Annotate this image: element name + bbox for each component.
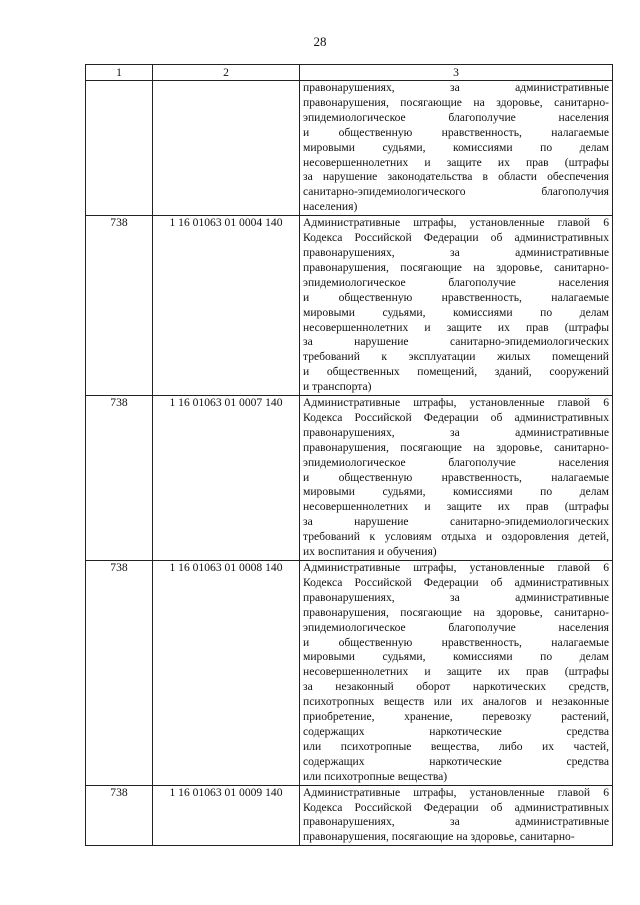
- description-line: несовершеннолетних и защите их прав (штрафы: [303, 665, 609, 679]
- description-line: Административные штрафы, установленные главой 6: [303, 396, 609, 410]
- description-line: несовершеннолетних и защите их прав (штрафы: [303, 320, 609, 334]
- description-line: правонарушениях, за административные: [303, 815, 609, 829]
- description-line: эпидемиологическое благополучие населения: [303, 275, 609, 289]
- description-line: и общественную нравственность, налагаемые: [303, 290, 609, 304]
- description-line: Кодекса Российской Федерации об административных: [303, 231, 609, 245]
- description-line: правонарушения, посягающие на здоровье, санитарно-: [303, 605, 609, 619]
- budget-codes-table: [85, 64, 613, 846]
- description-line: правонарушениях, за административные: [303, 81, 609, 94]
- description-line: Кодекса Российской Федерации об административных: [303, 800, 609, 814]
- description-line: правонарушения, посягающие на здоровье, санитарно-: [303, 830, 575, 844]
- kbk-code-cell: 1 16 01063 01 0007 140: [153, 396, 300, 561]
- description-line: населения): [303, 200, 358, 214]
- description-line: мировыми судьями, комиссиями по делам: [303, 485, 609, 499]
- description-line: за нарушение законодательства в области обеспечения: [303, 170, 609, 184]
- description-line: и общественную нравственность, налагаемые: [303, 125, 609, 139]
- description-line: их воспитания и обучения): [303, 545, 437, 559]
- description-line: и общественную нравственность, налагаемые: [303, 635, 609, 649]
- kbk-code-cell: 1 16 01063 01 0009 140: [153, 785, 300, 846]
- description-line: мировыми судьями, комиссиями по делам: [303, 140, 609, 154]
- description-line: несовершеннолетних и защите их прав (штрафы: [303, 155, 609, 169]
- kbk-code-cell: [153, 81, 300, 216]
- description-line: требований к условиям отдыха и оздоровления детей,: [303, 530, 609, 544]
- column-header-3: 3: [300, 65, 613, 81]
- table-row: [86, 81, 613, 216]
- description-line: за нарушение санитарно-эпидемиологических: [303, 515, 609, 529]
- description-line: содержащих наркотические средства: [303, 754, 609, 768]
- description-line: содержащих наркотические средства: [303, 724, 609, 738]
- description-cell: [300, 216, 613, 396]
- admin-code-cell: 738: [86, 396, 153, 561]
- description-line: за нарушение санитарно-эпидемиологических: [303, 335, 609, 349]
- description-line: Административные штрафы, установленные главой 6: [303, 785, 609, 799]
- description-line: правонарушениях, за административные: [303, 245, 609, 259]
- description-line: Административные штрафы, установленные главой 6: [303, 216, 609, 230]
- column-header-1: 1: [86, 65, 153, 81]
- description-line: приобретение, хранение, перевозку растений,: [303, 710, 609, 724]
- description-line: правонарушения, посягающие на здоровье, санитарно-: [303, 440, 609, 454]
- description-line: Кодекса Российской Федерации об административных: [303, 410, 609, 424]
- description-cell: [300, 396, 613, 561]
- description-line: психотропных веществ или их аналогов и незаконные: [303, 695, 609, 709]
- header-row: [86, 65, 613, 81]
- table-row: [86, 396, 613, 561]
- kbk-code-cell: 1 16 01063 01 0004 140: [153, 216, 300, 396]
- description-line: или психотропные вещества, либо их частей,: [303, 739, 609, 753]
- page-number: 28: [313, 34, 327, 49]
- description-line: правонарушения, посягающие на здоровье, санитарно-: [303, 95, 609, 109]
- kbk-code-cell: 1 16 01063 01 0008 140: [153, 561, 300, 786]
- description-line: и транспорта): [303, 380, 372, 394]
- description-line: за незаконный оборот наркотических средств,: [303, 680, 609, 694]
- description-cell: [300, 785, 613, 846]
- description-cell: [300, 81, 613, 216]
- description-line: и общественную нравственность, налагаемые: [303, 470, 609, 484]
- table-row: [86, 216, 613, 396]
- table-row: [86, 561, 613, 786]
- admin-code-cell: [86, 81, 153, 216]
- admin-code-cell: 738: [86, 561, 153, 786]
- description-line: санитарно-эпидемиологического благополучия: [303, 185, 609, 199]
- description-line: эпидемиологическое благополучие населения: [303, 455, 609, 469]
- description-line: требований к эксплуатации жилых помещений: [303, 350, 609, 364]
- description-line: мировыми судьями, комиссиями по делам: [303, 650, 609, 664]
- description-line: Административные штрафы, установленные главой 6: [303, 561, 609, 574]
- description-line: эпидемиологическое благополучие населения: [303, 110, 609, 124]
- description-line: правонарушениях, за административные: [303, 425, 609, 439]
- column-header-2: 2: [153, 65, 300, 81]
- description-line: правонарушениях, за административные: [303, 590, 609, 604]
- table-row: [86, 785, 613, 846]
- description-line: эпидемиологическое благополучие населения: [303, 620, 609, 634]
- description-cell: [300, 561, 613, 786]
- description-line: несовершеннолетних и защите их прав (штрафы: [303, 500, 609, 514]
- description-line: или психотропные вещества): [303, 769, 448, 783]
- admin-code-cell: 738: [86, 785, 153, 846]
- description-line: Кодекса Российской Федерации об административных: [303, 575, 609, 589]
- description-line: правонарушения, посягающие на здоровье, санитарно-: [303, 260, 609, 274]
- admin-code-cell: 738: [86, 216, 153, 396]
- description-line: и общественных помещений, зданий, сооружений: [303, 365, 609, 379]
- description-line: мировыми судьями, комиссиями по делам: [303, 305, 609, 319]
